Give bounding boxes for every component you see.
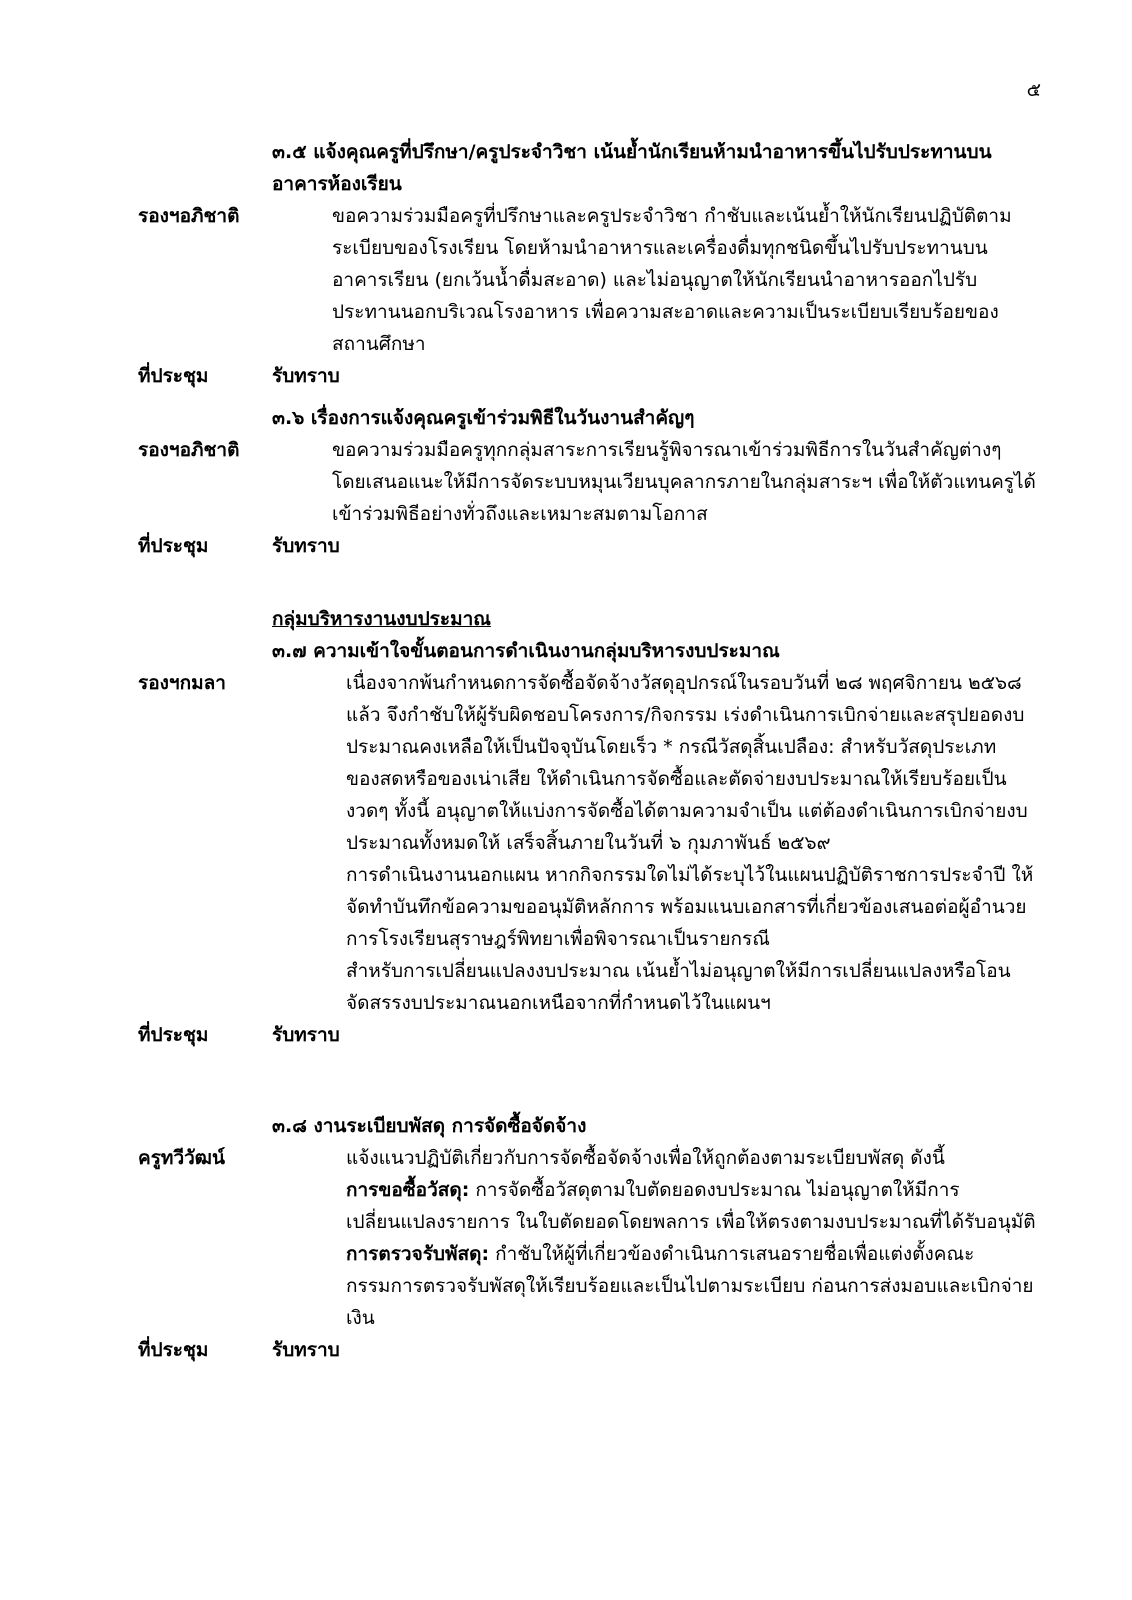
item-label: การขอซื้อวัสดุ: <box>346 1179 470 1201</box>
meeting-label: ที่ประชุม <box>138 1339 209 1361</box>
speaker-label: รองฯอภิชาติ <box>138 439 240 461</box>
section-3-7 <box>138 603 1038 1051</box>
procurement-item-2 <box>272 1238 1038 1334</box>
meeting-label: ที่ประชุม <box>138 1024 209 1046</box>
section-body: ขอความร่วมมือครูที่ปรึกษาและครูประจำวิชา กำชับและเน้นย้ำให้นักเรียนปฏิบัติตามระเบียบของโรงเรียน โดยห้ามนำอาหารและเครื่องดื่มทุกชนิดขึ้นไปรับประทานบนอาคารเรียน (ยกเว้นน้ำดื่มสะอาด) และไม่อนุญาตให้นักเรียนนำอาหารออกไปรับประทานนอกบริเวณโรงอาหาร เพื่อความสะอาดและความเป็นระเบียบเรียบร้อยของสถานศึกษา <box>332 205 1012 355</box>
section-body-paragraph-2: การดำเนินงานนอกแผน หากกิจกรรมใดไม่ได้ระบุไว้ในแผนปฏิบัติราชการประจำปี ให้จัดทำบันทึกข้อความขออนุมัติหลักการ พร้อมแนบเอกสารที่เกี่ยวข้องเสนอต่อผู้อำนวยการโรงเรียนสุราษฎร์พิทยาเพื่อพิจารณาเป็นรายกรณี <box>346 864 1034 950</box>
section-body: ขอความร่วมมือครูทุกกลุ่มสาระการเรียนรู้พิจารณาเข้าร่วมพิธีการในวันสำคัญต่างๆ โดยเสนอแนะให้มีการจัดระบบหมุนเวียนบุคลากรภายในกลุ่มสาระฯ เพื่อให้ตัวแทนครูได้เข้าร่วมพิธีอย่างทั่วถึงและเหมาะสมตามโอกาส <box>332 439 1036 525</box>
section-intro: แจ้งแนวปฏิบัติเกี่ยวกับการจัดซื้อจัดจ้างเพื่อให้ถูกต้องตามระเบียบพัสดุ ดังนี้ <box>346 1147 945 1169</box>
meeting-result: รับทราบ <box>272 535 340 557</box>
meeting-result: รับทราบ <box>272 1339 340 1361</box>
meeting-label: ที่ประชุม <box>138 365 209 387</box>
section-3-8 <box>138 1110 1038 1366</box>
section-body-paragraph-1: เนื่องจากพ้นกำหนดการจัดซื้อจัดจ้างวัสดุอุปกรณ์ในรอบวันที่ ๒๘ พฤศจิกายน ๒๕๖๘ แล้ว จึงกำชับให้ผู้รับผิดชอบโครงการ/กิจกรรม เร่งดำเนินการเบิกจ่ายและสรุปยอดงบประมาณคงเหลือให้เป็นปัจจุบันโดยเร็ว * กรณีวัสดุสิ้นเปลือง: สำหรับวัสดุประเภทของสดหรือของเน่าเสีย ให้ดำเนินการจัดซื้อและตัดจ่ายงบประมาณให้เรียบร้อยเป็นงวดๆ ทั้งนี้ อนุญาตให้แบ่งการจัดซื้อได้ตามความจำเป็น แต่ต้องดำเนินการเบิกจ่ายงบประมาณทั้งหมดให้ เสร็จสิ้นภายในวันที่ ๖ กุมภาพันธ์ ๒๕๖๙ <box>346 672 1028 854</box>
section-heading: ๓.๘ งานระเบียบพัสดุ การจัดซื้อจัดจ้าง <box>272 1115 587 1137</box>
section-heading: ๓.๖ เรื่องการแจ้งคุณครูเข้าร่วมพิธีในวันงานสำคัญๆ <box>272 407 695 429</box>
page-number: ๕ <box>1026 79 1041 101</box>
item-text: กำชับให้ผู้ที่เกี่ยวข้องดำเนินการเสนอรายชื่อเพื่อแต่งตั้งคณะกรรมการตรวจรับพัสดุให้เรียบร้อยและเป็นไปตามระเบียบ ก่อนการส่งมอบและเบิกจ่ายเงิน <box>346 1243 1034 1329</box>
speaker-label: รองฯกมลา <box>138 672 226 694</box>
speaker-label: ครูทวีวัฒน์ <box>138 1147 225 1169</box>
speaker-label: รองฯอภิชาติ <box>138 205 240 227</box>
procurement-item-1 <box>272 1174 1038 1238</box>
group-heading: กลุ่มบริหารงานงบประมาณ <box>272 608 491 630</box>
item-label: การตรวจรับพัสดุ: <box>346 1243 490 1265</box>
section-3-5 <box>138 136 1038 392</box>
meeting-result: รับทราบ <box>272 1024 340 1046</box>
section-heading: ๓.๕ แจ้งคุณครูที่ปรึกษา/ครูประจำวิชา เน้นย้ำนักเรียนห้ามนำอาหารขึ้นไปรับประทานบนอาคารห้องเรียน <box>272 141 992 195</box>
section-body-paragraph-3: สำหรับการเปลี่ยนแปลงงบประมาณ เน้นย้ำไม่อนุญาตให้มีการเปลี่ยนแปลงหรือโอนจัดสรรงบประมาณนอกเหนือจากที่กำหนดไว้ในแผนฯ <box>346 960 1011 1014</box>
section-heading: ๓.๗ ความเข้าใจขั้นตอนการดำเนินงานกลุ่มบริหารงบประมาณ <box>272 640 780 662</box>
item-text: การจัดซื้อวัสดุตามใบตัดยอดงบประมาณ ไม่อนุญาตให้มีการเปลี่ยนแปลงรายการ ในใบตัดยอดโดยพลการ เพื่อให้ตรงตามงบประมาณที่ได้รับอนุมัติ <box>346 1179 1036 1233</box>
meeting-label: ที่ประชุม <box>138 535 209 557</box>
section-3-6 <box>138 402 1038 562</box>
meeting-result: รับทราบ <box>272 365 340 387</box>
